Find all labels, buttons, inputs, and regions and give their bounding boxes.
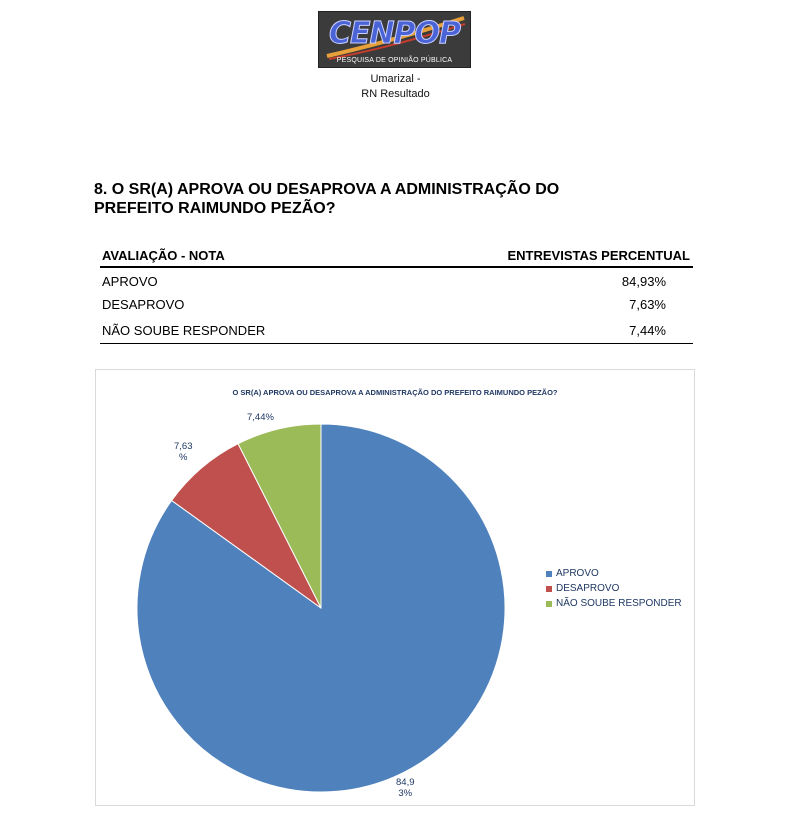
table-row-label: NÃO SOUBE RESPONDER — [102, 323, 266, 338]
legend-item: NÃO SOUBE RESPONDER — [546, 596, 682, 611]
logo-brand-text: CENPOP — [328, 16, 461, 51]
slice-label-nao-soube: 7,44% — [247, 412, 274, 423]
question-line-2: PREFEITO RAIMUNDO PEZÃO? — [94, 200, 336, 217]
table-row-value: 84,93% — [621, 274, 666, 289]
question-line-1: 8. O SR(A) APROVA OU DESAPROVA A ADMINISTRAÇÃO DO — [94, 181, 560, 198]
chart-title: O SR(A) APROVA OU DESAPROVA A ADMINISTRAÇÃO DO PREFEITO RAIMUNDO PEZÃO? — [232, 388, 558, 397]
pie-chart-container — [95, 369, 695, 806]
table-top-rule — [100, 266, 693, 268]
chart-legend — [546, 566, 682, 611]
location-line-2: RN Resultado — [361, 88, 430, 100]
legend-item: DESAPROVO — [546, 581, 682, 596]
legend-swatch-icon — [546, 586, 552, 592]
table-header-evaluation: AVALIAÇÃO - NOTA — [102, 248, 225, 263]
table-header-percent: ENTREVISTAS PERCENTUAL — [507, 248, 690, 263]
table-row-value: 7,63% — [629, 297, 666, 312]
table-row-label: DESAPROVO — [102, 297, 185, 312]
slice-label-aprovo: 84,9 3% — [396, 777, 415, 799]
legend-item: APROVO — [546, 566, 682, 581]
question-title — [94, 180, 614, 218]
table-bottom-rule — [100, 343, 693, 344]
table-row-label: APROVO — [102, 274, 158, 289]
table-row-value: 7,44% — [629, 323, 666, 338]
logo-tagline: PESQUISA DE OPINIÃO PÚBLICA — [336, 57, 453, 64]
legend-swatch-icon — [546, 571, 552, 577]
cenpop-logo — [318, 11, 471, 68]
legend-swatch-icon — [546, 601, 552, 607]
slice-label-desaprovo: 7,63 % — [174, 441, 193, 463]
location-line-1: Umarizal - — [370, 73, 421, 85]
